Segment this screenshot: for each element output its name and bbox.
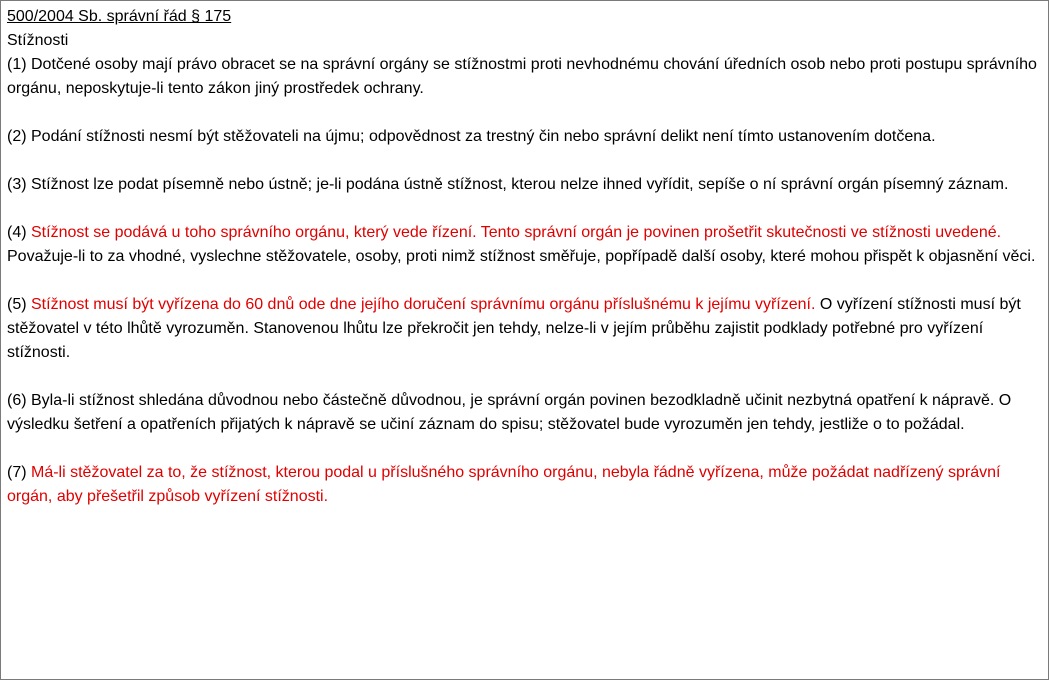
law-title: 500/2004 Sb. správní řád § 175 <box>7 8 232 25</box>
paragraph-text: (4) <box>7 224 31 241</box>
paragraph-text: O vyřízení stížnosti musí být stěžovatel v této lhůtě vyrozuměn. Stanovenou lhůtu lze překročit jen tehdy, nelze-li v jejím průběhu zajistit podklady potřebné pro vyřízení stížnosti. <box>7 296 1021 361</box>
paragraph-text: (5) <box>7 296 31 313</box>
paragraph-text: (7) <box>7 464 31 481</box>
document-content <box>7 5 1039 509</box>
highlighted-text: Stížnost musí být vyřízena do 60 dnů ode dne jejího doručení správnímu orgánu příslušnému k jejímu vyřízení. <box>31 296 816 313</box>
highlighted-text: Má-li stěžovatel za to, že stížnost, kterou podal u příslušného správního orgánu, nebyla řádně vyřízena, může požádat nadřízený správní orgán, aby přešetřil způsob vyřízení stížnosti. <box>7 464 1001 505</box>
paragraph-list <box>7 53 1039 509</box>
paragraph-text: (1) Dotčené osoby mají právo obracet se na správní orgány se stížnostmi proti nevhodnému chování úředních osob nebo proti postupu správního orgánu, neposkytuje-li tento zákon jiný prostředek ochrany. <box>7 56 1037 97</box>
paragraph-6 <box>7 389 1039 437</box>
paragraph-4 <box>7 221 1039 269</box>
paragraph-text: (2) Podání stížnosti nesmí být stěžovateli na újmu; odpovědnost za trestný čin nebo správní delikt není tímto ustanovením dotčena. <box>7 128 936 145</box>
paragraph-3 <box>7 173 1039 197</box>
paragraph-text: (6) Byla-li stížnost shledána důvodnou nebo částečně důvodnou, je správní orgán povinen bezodkladně učinit nezbytná opatření k nápravě. O výsledku šetření a opatřeních přijatých k nápravě se učiní záznam do spisu; stěžovatel bude vyrozuměn jen tehdy, jestliže o to požádal. <box>7 392 1012 433</box>
paragraph-text: Považuje-li to za vhodné, vyslechne stěžovatele, osoby, proti nimž stížnost směřuje, popřípadě další osoby, které mohou přispět k objasnění věci. <box>7 248 1036 265</box>
paragraph-1 <box>7 53 1039 101</box>
section-heading: Stížnosti <box>7 32 69 49</box>
paragraph-7 <box>7 461 1039 509</box>
highlighted-text: Stížnost se podává u toho správního orgánu, který vede řízení. Tento správní orgán je povinen prošetřit skutečnosti ve stížnosti uvedené. <box>31 224 1002 241</box>
paragraph-5 <box>7 293 1039 365</box>
paragraph-2 <box>7 125 1039 149</box>
paragraph-text: (3) Stížnost lze podat písemně nebo ústně; je-li podána ústně stížnost, kterou nelze ihned vyřídit, sepíše o ní správní orgán písemný záznam. <box>7 176 1009 193</box>
